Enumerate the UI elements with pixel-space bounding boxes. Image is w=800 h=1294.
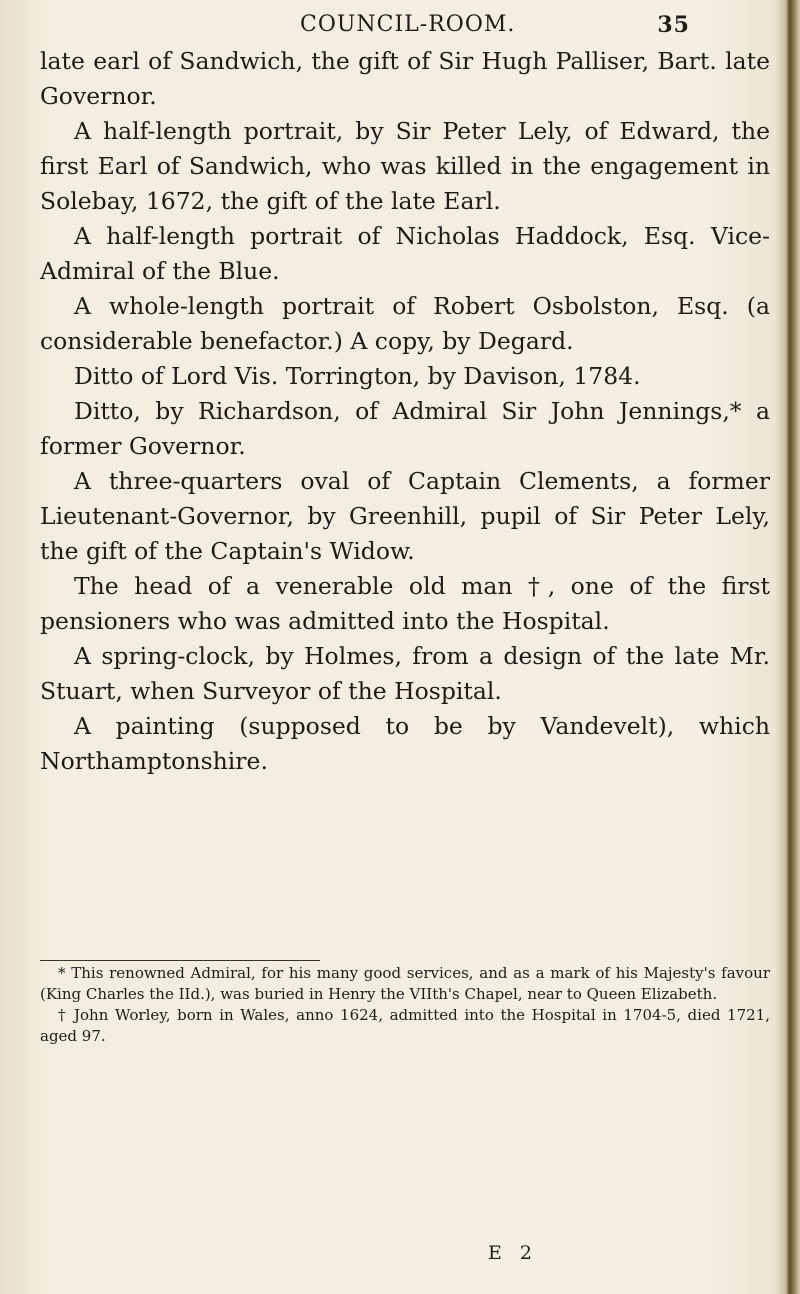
paragraph: A painting (supposed to be by Vandevelt), which Northamptonshire. (40, 712, 770, 775)
signature-mark: E 2 (488, 1242, 538, 1264)
footnotes (40, 963, 770, 1047)
paragraph: A half-length portrait, by Sir Peter Lely, of Edward, the first Earl of Sandwich, who was killed in the engagement in Solebay, 1672, the gift of the late Earl. (40, 117, 770, 215)
paragraph: A whole-length portrait of Robert Osbolston, Esq. (a considerable benefactor.) A copy, by Degard. (40, 292, 770, 355)
footnote: * This renowned Admiral, for his many good services, and as a mark of his Majesty's favour (King Charles the IId.), was buried in Henry the VIIth's Chapel, near to Queen Elizabeth. (40, 964, 770, 1003)
paragraph: Ditto, by Richardson, of Admiral Sir John Jennings,* a former Governor. (40, 397, 770, 460)
paragraph: late earl of Sandwich, the gift of Sir Hugh Palliser, Bart. late Governor. (40, 47, 770, 110)
page-number: 35 (657, 12, 690, 38)
main-text (40, 44, 770, 779)
paragraph: The head of a venerable old man †, one of the first pensioners who was admitted into the Hospital. (40, 572, 770, 635)
paragraph: A three-quarters oval of Captain Clements, a former Lieutenant-Governor, by Greenhill, pupil of Sir Peter Lely, the gift of the Captain's Widow. (40, 467, 770, 565)
page-edge (774, 0, 800, 1294)
running-title: COUNCIL-ROOM. (300, 12, 516, 37)
footnote-rule (40, 960, 320, 961)
footnote: † John Worley, born in Wales, anno 1624, admitted into the Hospital in 1704-5, died 1721, aged 97. (40, 1006, 770, 1045)
paragraph: A half-length portrait of Nicholas Haddock, Esq. Vice-Admiral of the Blue. (40, 222, 770, 285)
paragraph: Ditto of Lord Vis. Torrington, by Davison, 1784. (74, 362, 641, 390)
paragraph: A spring-clock, by Holmes, from a design of the late Mr. Stuart, when Surveyor of the Hospital. (40, 642, 770, 705)
